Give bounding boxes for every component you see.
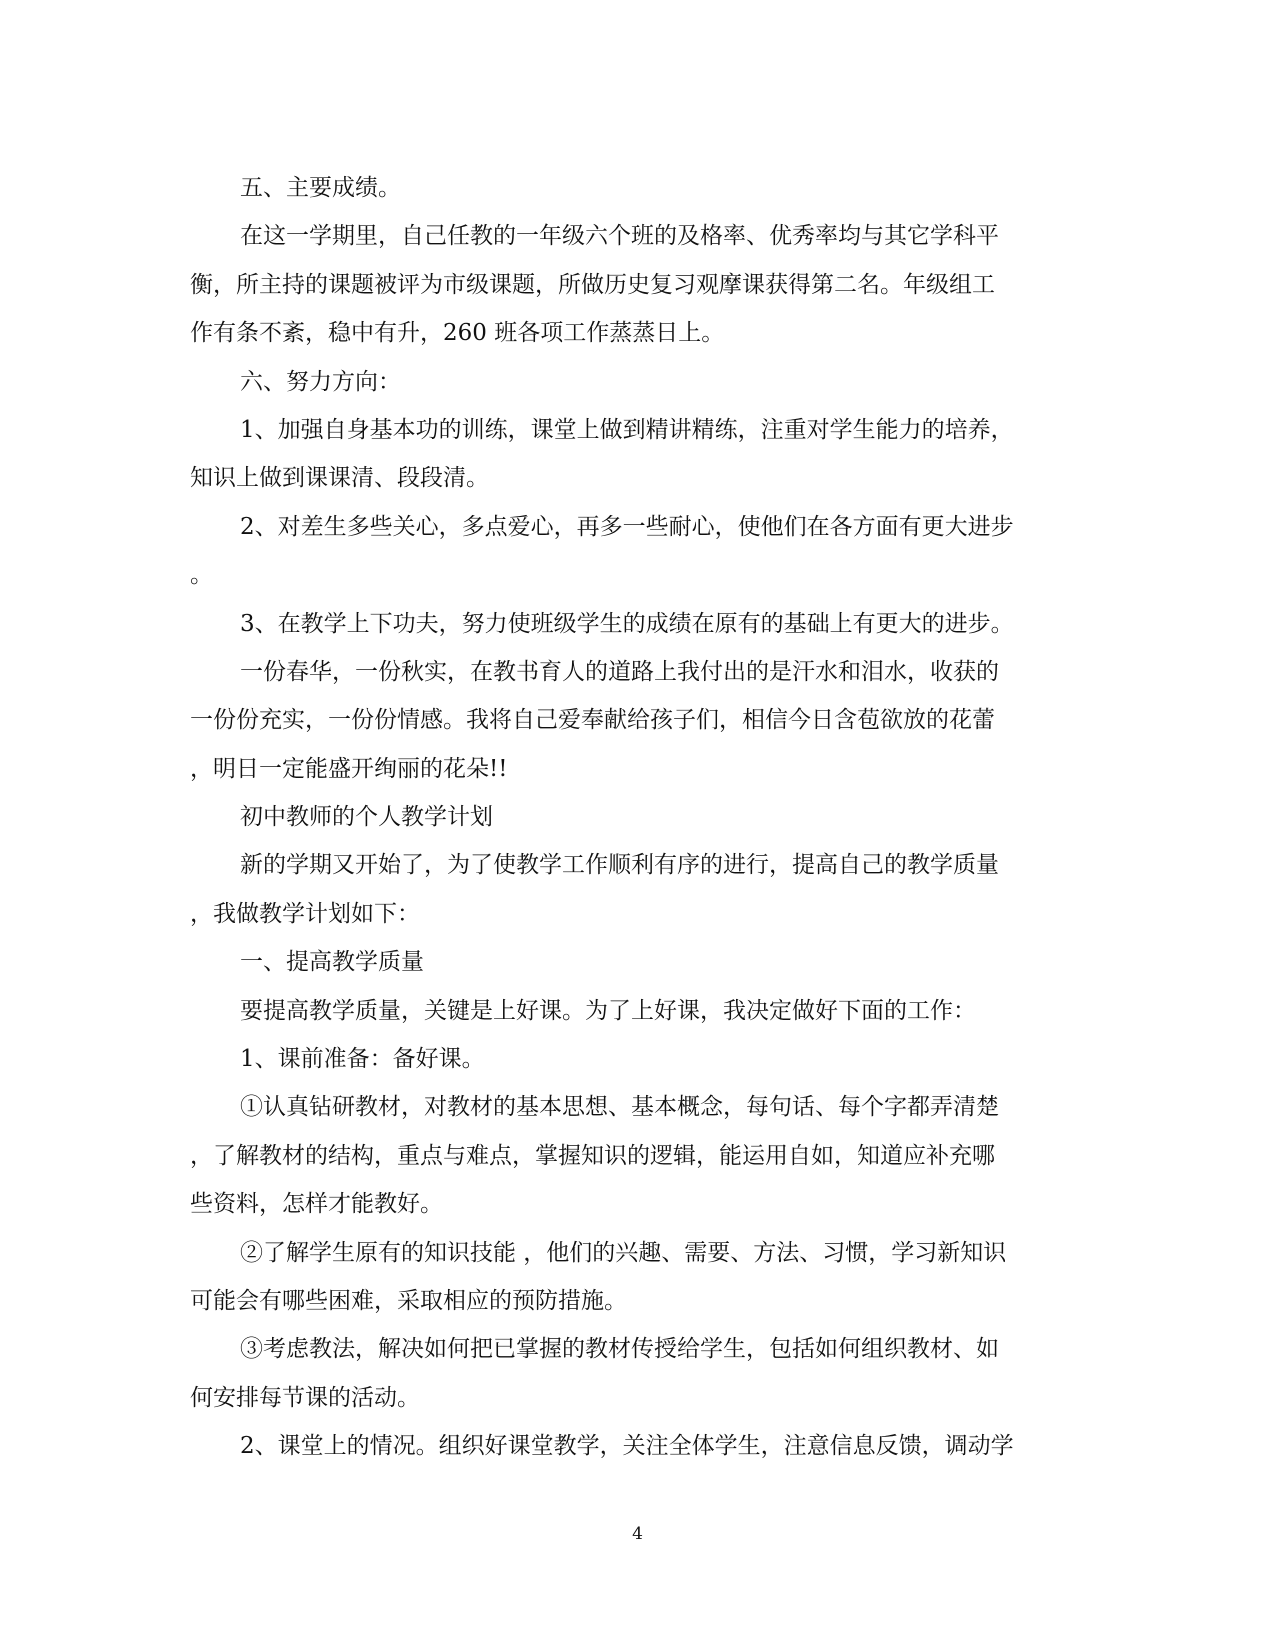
text-line: 知识上做到课课清、段段清。 (190, 465, 489, 492)
page-number: 4 (632, 1524, 643, 1544)
text-line: 一份份充实，一份份情感。我将自己爱奉献给孩子们，相信今日含苞欲放的花蕾 (190, 707, 995, 734)
text-line: 3、在教学上下功夫，努力使班级学生的成绩在原有的基础上有更大的进步。 (240, 610, 1014, 637)
text-line: 一份春华，一份秋实，在教书育人的道路上我付出的是汗水和泪水，收获的 (240, 658, 999, 685)
text-line: 五、主要成绩。 (240, 175, 401, 201)
text-line: 新的学期又开始了，为了使教学工作顺利有序的进行，提高自己的教学质量 (240, 852, 999, 879)
document-body (190, 164, 1080, 1471)
text-line: ，了解教材的结构，重点与难点，掌握知识的逻辑，能运用自如，知道应补充哪 (190, 1142, 995, 1169)
text-line: ②了解学生原有的知识技能 ，他们的兴趣、需要、方法、习惯，学习新知识 (240, 1239, 1007, 1266)
text-line: 2、对差生多些关心，多点爱心，再多一些耐心，使他们在各方面有更大进步 (240, 513, 1014, 540)
text-line: 一、提高教学质量 (240, 949, 424, 976)
text-line: 衡，所主持的课题被评为市级课题，所做历史复习观摩课获得第二名。年级组工 (190, 271, 995, 298)
text-line: 六、努力方向： (240, 368, 401, 395)
text-line: ①认真钻研教材，对教材的基本思想、基本概念，每句话、每个字都弄清楚 (240, 1094, 999, 1121)
text-line: 1、课前准备：备好课。 (240, 1046, 485, 1073)
text-line: 。 (190, 562, 213, 589)
text-line: 作有条不紊，稳中有升，260 班各项工作蒸蒸日上。 (190, 320, 725, 347)
text-line: 何安排每节课的活动。 (190, 1384, 420, 1411)
text-line: ，我做教学计划如下： (190, 900, 420, 927)
text-line: ，明日一定能盛开绚丽的花朵!! (190, 755, 508, 782)
text-line: 1、加强自身基本功的训练，课堂上做到精讲精练，注重对学生能力的培养， (240, 416, 1014, 443)
text-line: 可能会有哪些困难，采取相应的预防措施。 (190, 1287, 627, 1314)
text-line: 些资料，怎样才能教好。 (190, 1191, 443, 1218)
text-line: 2、课堂上的情况。组织好课堂教学，关注全体学生，注意信息反馈，调动学 (240, 1433, 1014, 1460)
text-line: ③考虑教法，解决如何把已掌握的教材传授给学生，包括如何组织教材、如 (240, 1336, 999, 1363)
text-line: 初中教师的个人教学计划 (240, 804, 493, 831)
text-line: 要提高教学质量，关键是上好课。为了上好课，我决定做好下面的工作： (240, 997, 976, 1024)
text-line: 在这一学期里，自己任教的一年级六个班的及格率、优秀率均与其它学科平 (240, 223, 999, 250)
